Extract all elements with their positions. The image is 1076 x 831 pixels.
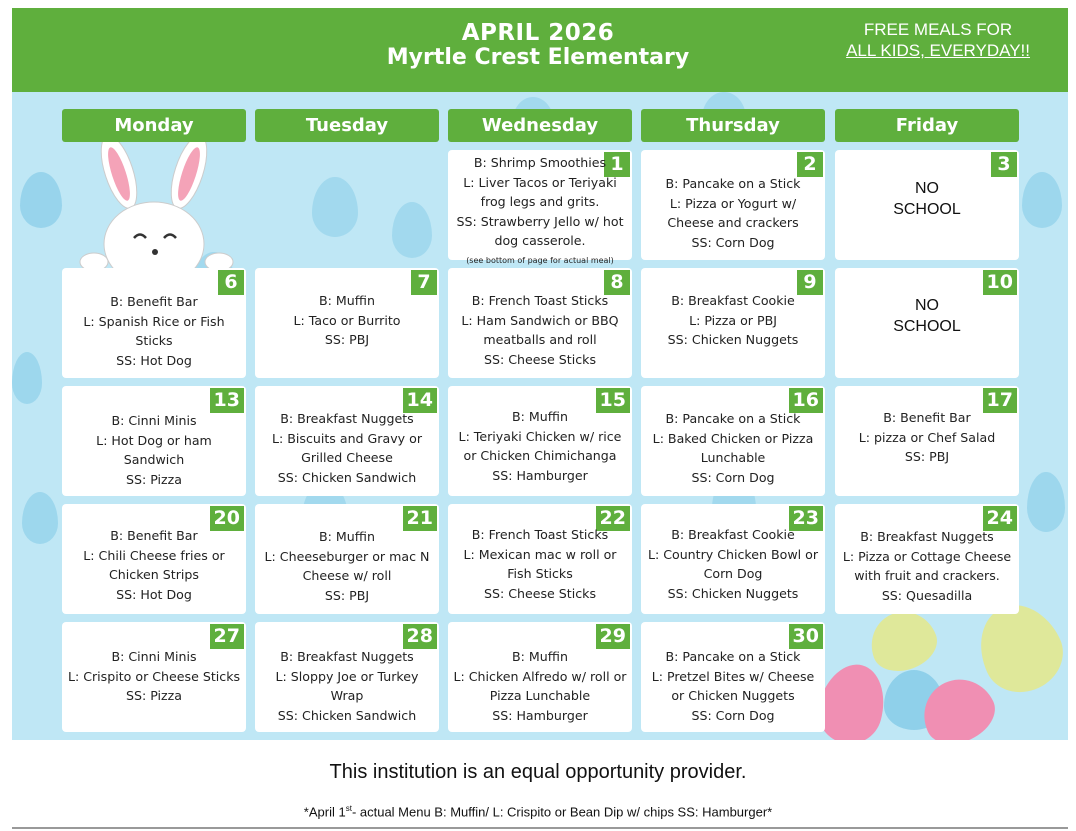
menu-line: B: Benefit Bar [883,410,971,425]
menu-line: L: Sloppy Joe or Turkey Wrap [275,668,419,703]
calendar-cell [641,622,825,732]
day-number: 13 [210,388,244,413]
menu-line: NO [915,180,939,197]
menu-line: L: Spanish Rice or Fish Sticks [83,313,225,348]
calendar-cell [255,504,439,614]
day-number: 10 [983,270,1017,295]
day-number: 20 [210,506,244,531]
day-number: 15 [596,388,630,413]
menu-line: SS: Cheese Sticks [483,351,597,367]
menu-text [641,647,825,725]
menu-note: (see bottom of page for actual meal) [466,255,614,265]
day-number: 30 [789,624,823,649]
calendar-cell [62,268,246,378]
day-header-tuesday: Tuesday [255,109,439,142]
menu-line: L: Liver Tacos or Teriyaki frog legs and grits. [463,174,617,209]
day-number: 7 [411,270,437,295]
day-number: 27 [210,624,244,649]
calendar-cell [62,386,246,496]
day-number: 14 [403,388,437,413]
day-header-monday: Monday [62,109,246,142]
menu-line: L: Chicken Alfredo w/ roll or Pizza Lunchable [453,668,627,703]
day-number: 23 [789,506,823,531]
menu-line: SS: Hot Dog [116,586,192,602]
menu-line: B: Cinni Minis [111,413,197,428]
calendar-cell [255,622,439,732]
no-school-text [835,178,1019,220]
day-number: 2 [797,152,823,177]
menu-line: NO [915,297,939,314]
note-superscript: st [345,804,352,813]
menu-line: L: Country Chicken Bowl or Corn Dog [647,546,819,581]
day-header-friday: Friday [835,109,1019,142]
menu-line: B: Muffin [512,409,568,424]
menu-line: L: Baked Chicken or Pizza Lunchable [652,430,814,465]
bunny-icon [74,132,234,272]
menu-line: SS: Strawberry Jello w/ hot dog casserole. [456,213,624,248]
menu-line: SS: Chicken Sandwich [277,469,417,485]
easter-egg-icon [312,177,358,237]
calendar-cell [62,622,246,732]
school-name: Myrtle Crest Elementary [386,45,690,70]
free-meals-notice [846,19,1030,61]
note-rest: - actual Menu B: Muffin/ L: Crispito or Bean Dip w/ chips SS: Hamburger* [351,804,773,820]
day-number: 28 [403,624,437,649]
no-school-text [835,295,1019,337]
calendar-cell [641,386,825,496]
calendar-cell [62,504,246,614]
menu-line: SS: Corn Dog [691,234,775,250]
day-number: 1 [604,152,630,177]
calendar-cell [448,150,632,265]
menu-text [641,525,825,603]
menu-text [448,153,632,266]
equal-opportunity-statement: This institution is an equal opportunity provider. [329,761,747,783]
calendar-cell [835,504,1019,614]
day-number: 8 [604,270,630,295]
menu-line: B: Muffin [319,529,375,544]
menu-text [641,291,825,350]
menu-line: SS: PBJ [904,449,950,464]
calendar-cell [448,504,632,614]
menu-line: B: Breakfast Nuggets [860,529,994,544]
day-number: 17 [983,388,1017,413]
menu-line: L: Cheeseburger or mac N Cheese w/ roll [264,548,430,583]
menu-line: L: Ham Sandwich or BBQ meatballs and roll [461,312,619,347]
day-number: 6 [218,270,244,295]
day-number: 29 [596,624,630,649]
menu-text [62,411,246,489]
calendar-cell [835,150,1019,260]
calendar-cell [641,150,825,260]
menu-line: B: Breakfast Cookie [671,293,795,308]
menu-line: B: Muffin [319,293,375,308]
menu-line: B: French Toast Sticks [471,293,609,308]
menu-text [62,526,246,604]
menu-text [255,527,439,605]
day-number: 3 [991,152,1017,177]
day-number: 16 [789,388,823,413]
menu-line: B: Breakfast Cookie [671,527,795,542]
menu-line: B: Breakfast Nuggets [280,411,414,426]
menu-line: B: Benefit Bar [110,294,198,309]
actual-menu-note [0,804,1076,819]
bottom-rule [12,827,1068,829]
menu-line: SS: Hamburger [492,467,588,483]
day-header-thursday: Thursday [641,109,825,142]
menu-line: B: Pancake on a Stick [665,649,801,664]
calendar-cell [448,622,632,732]
menu-text [255,291,439,350]
menu-line: B: Pancake on a Stick [665,176,801,191]
day-number: 22 [596,506,630,531]
calendar-cell [255,268,439,378]
menu-text [835,408,1019,467]
day-header-wednesday: Wednesday [448,109,632,142]
menu-line: L: Pretzel Bites w/ Cheese or Chicken Nuggets [651,668,815,703]
menu-line: SS: Pizza [126,688,182,703]
calendar-cell [448,268,632,378]
menu-line: SS: Corn Dog [691,707,775,723]
menu-text [641,174,825,252]
menu-line: L: Chili Cheese fries or Chicken Strips [83,547,225,582]
menu-line: L: Mexican mac w roll or Fish Sticks [463,546,617,581]
menu-line: SS: Quesadilla [881,587,973,603]
menu-line: SS: PBJ [324,587,370,603]
menu-line: L: Pizza or Cottage Cheese with fruit and crackers. [842,548,1012,583]
calendar-cell [641,268,825,378]
day-number: 24 [983,506,1017,531]
menu-line: SS: Corn Dog [691,469,775,485]
easter-egg-icon [392,202,432,258]
menu-text [448,407,632,485]
easter-egg-icon [862,602,944,679]
menu-text [62,292,246,370]
day-number: 21 [403,506,437,531]
menu-line: B: Shrimp Smoothies [473,155,607,170]
menu-line: SS: Hot Dog [116,352,192,368]
menu-line: L: Hot Dog or ham Sandwich [96,432,212,467]
menu-text [448,525,632,603]
menu-line: SCHOOL [893,318,961,335]
menu-line: SS: Pizza [126,471,182,487]
menu-line: L: Teriyaki Chicken w/ rice or Chicken Chimichanga [458,428,622,463]
day-number: 9 [797,270,823,295]
easter-egg-icon [20,172,62,228]
calendar-cell [641,504,825,614]
easter-egg-icon [12,352,42,404]
menu-line: B: Muffin [512,649,568,664]
easter-egg-icon [1027,472,1065,532]
menu-line: L: Pizza or Yogurt w/ Cheese and crackers [667,195,799,230]
easter-egg-icon [1022,172,1062,228]
menu-line: SS: Chicken Sandwich [277,707,417,723]
calendar-cell [255,386,439,496]
menu-line: SS: PBJ [324,332,370,347]
menu-line: B: French Toast Sticks [471,527,609,542]
easter-egg-icon [22,492,58,544]
note-prefix: *April 1 [303,804,346,820]
menu-line: B: Pancake on a Stick [665,411,801,426]
menu-text [641,409,825,487]
menu-text [255,409,439,487]
menu-text [835,527,1019,605]
menu-text [448,291,632,369]
menu-text [255,647,439,725]
menu-line: L: Pizza or PBJ [689,312,777,328]
menu-line: B: Cinni Minis [111,649,197,664]
menu-line: SS: Cheese Sticks [483,585,597,601]
menu-line: SS: Hamburger [492,707,588,723]
free-meals-line2: ALL KIDS, EVERYDAY!! [846,41,1030,60]
menu-line: B: Breakfast Nuggets [280,649,414,664]
calendar-cell [835,386,1019,496]
menu-line: B: Benefit Bar [110,528,198,543]
menu-text [62,647,246,706]
menu-line: L: Crispito or Cheese Sticks [67,668,241,684]
calendar-cell [835,268,1019,378]
menu-line: L: pizza or Chef Salad [858,429,996,445]
menu-text [448,647,632,725]
menu-line: SS: Chicken Nuggets [667,585,799,601]
month-title: APRIL 2026 [461,20,615,46]
calendar-cell [448,386,632,496]
menu-line: SCHOOL [893,201,961,218]
free-meals-line1: FREE MEALS FOR [863,20,1013,39]
menu-line: L: Biscuits and Gravy or Grilled Cheese [271,430,422,465]
menu-line: L: Taco or Burrito [293,312,401,328]
menu-line: SS: Chicken Nuggets [667,332,799,347]
